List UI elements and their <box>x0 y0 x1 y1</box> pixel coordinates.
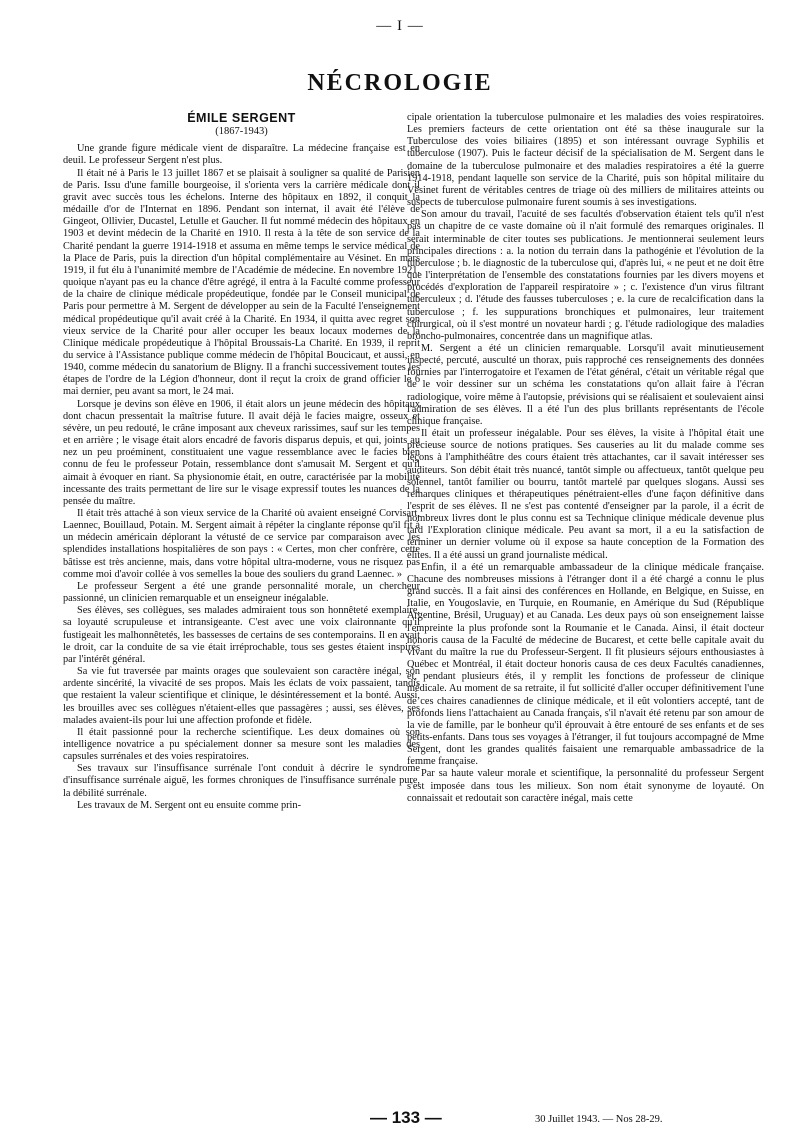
issue-date: 30 Juillet 1943. — Nos 28-29. <box>535 1114 663 1125</box>
paragraph: Une grande figure médicale vient de disparaître. La médecine française est en deuil. Le professeur Sergent n'est plus. <box>63 143 420 167</box>
page-footer <box>0 1108 800 1132</box>
paragraph: Le professeur Sergent a été une grande personnalité morale, un chercheur passionné, un clinicien remarquable et un enseigneur inégalable. <box>63 580 420 605</box>
right-column <box>407 112 764 1100</box>
paragraph: Par sa haute valeur morale et scientifique, la personnalité du professeur Sergent s'est imposée dans tous les milieux. Son nom était synonyme de loyauté. On connaissait et redoutait son caractère inégal, mais cette <box>407 768 764 804</box>
article-title: ÉMILE SERGENT <box>187 111 296 125</box>
article-dates: (1867-1943) <box>215 126 268 138</box>
page-number: — I — <box>376 18 424 34</box>
paragraph: Ses travaux sur l'insuffisance surrénale l'ont conduit à décrire le syndrome d'insuffisance surrénale aiguë, les formes chroniques de l'insuffisance surrénale pure, la débilité surrénale. <box>63 763 420 799</box>
section-title: NÉCROLOGIE <box>307 70 493 96</box>
paragraph: Il était né à Paris le 13 juillet 1867 et se plaisait à souligner sa qualité de Parisien de Paris. Issu d'une famille bourgeoise, il s'orienta vers la carrière médicale dont il gravit avec succès tous les échelons. Interne des hôpitaux en 1892, il conquit la médaille d'or de l'Internat en 1896. Pendant son internat, il avait été l'élève de Gingeot, Ollivier, Ducastel, Letulle et Gaucher. Il fut nommé médecin des hôpitaux en 1903 et devint médecin de la Charité en 1910. Il resta à la tête de son service de la Charité pendant la guerre 1914-1918 et assuma en même temps le service médical de la Place de Paris, puis la direction d'un hôpital complémentaire au Vésinet. En mars 1919, il fut élu à l'unanimité membre de l'Académie de médecine. En novembre 1921, quoique n'ayant pas eu la chance d'être agrégé, il entra à la Faculté comme professeur de la chaire de clinique médicale propédeutique, fondée par le Conseil municipal de Paris pour permettre à M. Sergent de développer au sein de la Faculté l'enseignement médical propédeutique qu'il avait créé à la Charité. En 1934, il quitta avec regret son vieux service de la Charité pour aller occuper les beaux locaux modernes de la Clinique médicale propédeutique à l'hôpital Broussais-La Charité. En 1939, il reprit du service à l'Assistance publique comme médecin de l'hôpital Boucicaut, et aussi, en 1940, comme médecin du sanatorium de Bligny. Il a franchi successivement toutes les étapes de l'ordre de la Légion d'honneur, dont il reçut la croix de grand officier le 6 mai dernier, peu avant sa mort, le 24 mai. <box>63 167 420 398</box>
paragraph: Lorsque je devins son élève en 1906, il était alors un jeune médecin des hôpitaux dont chacun pressentait la maîtrise future. Il avait déjà le facies maigre, osseux et sévère, un peu redouté, le crâne imposant aux cheveux rarissimes, sauf sur les tempes et en arrière ; le visage était alors encadré de favoris disparus depuis, et qui, joints au nez un peu proéminent, constituaient une vague ressemblance avec le facies bien connu de feu le professeur Potain, ressemblance dont s'amusait M. Sergent et qu'il aimait à évoquer en riant. Sa physionomie était, en outre, caractérisée par la mobilité incessante des traits permettant de lire sur le visage expressif toutes les nuances de la pensée du maître. <box>63 398 420 507</box>
paragraph: Il était un professeur inégalable. Pour ses élèves, la visite à l'hôpital était une précieuse source de notions pratiques. Ses causeries au lit du malade comme ses leçons à l'amphithéâtre des cours étaient très attachantes, car il savait intéresser ses auditeurs. Son débit était très nuancé, tantôt simple ou affectueux, tantôt quelque peu solennel, tantôt familier ou bourru, tantôt martelé par quelques slogans. Aussi ses remarques cliniques et thérapeutiques pénétraient-elles d'une façon définitive dans l'esprit de ses élèves. Il ne s'est pas contenté d'enseigner par la parole, il a écrit de nombreux livres dont le plus connu est sa Technique clinique médicale devenue plus tard l'Exploration clinique médicale. Peu avant sa mort, il a eu la satisfaction de terminer un dernier volume où il expose sa haute conception de la Formation des élites. Il a été aussi un grand journaliste médical. <box>407 428 764 561</box>
paragraph: Les travaux de M. Sergent ont eu ensuite comme prin- <box>77 799 301 811</box>
paragraph: Il était très attaché à son vieux service de la Charité où avaient enseigné Corvisart, Laennec, Bouillaud, Potain. M. Sergent aimait à répéter la cinglante réponse qu'il fit à un médecin américain déplorant la vétusté de ce service par comparaison avec les splendides installations hospitalières de son pays : « Certes, mon cher confrère, cette bâtisse est très ancienne, mais, dans votre hôpital ultra-moderne, vous ne risquez pas comme moi d'avoir collée à vos semelles la boue des souliers du grand Laennec. » <box>63 508 420 580</box>
paragraph: Enfin, il a été un remarquable ambassadeur de la clinique médicale française. Chacune des nombreuses missions à l'étranger dont il a été chargé a connu le plus grand succès. Il a fait ainsi des conférences en Hollande, en Belgique, en Suisse, en Italie, en Yougoslavie, en Turquie, en Roumanie, en Amérique du Sud (République Argentine, Brésil, Uruguay) et au Canada. Les deux pays où son enseignement laisse l'empreinte la plus profonde sont la Roumanie et le Canada. Ainsi, il était docteur honoris causa de la Faculté de médecine de Bucarest, et cette belle capitale avait du vivant du maître la rue du Professeur-Sergent. Il fit plusieurs séjours enthousiastes à Québec et Montréal, il était docteur honoris causa de ces deux Facultés canadiennes, et, pendant plusieurs étés, il y remplit les fonctions de professeur de clinique médicale. Au moment de sa retraite, il fut sollicité d'aller occuper définitivement l'une de ces chaires canadiennes de clinique médicale, et il eût volontiers accepté, tant de profonds liens l'attachaient au Canada français, s'il n'avait été retenu par son amour de la vie de famille, par le bonheur qu'il éprouvait à être entouré de ses enfants et de ses petits-enfants. Dans tous ses voyages à l'étranger, il fut toujours accompagné de Mme Sergent, dont les grandes qualités faisaient une remarquable ambassadrice de la femme française. <box>407 561 764 768</box>
paragraph: Il était passionné pour la recherche scientifique. Les deux domaines où son intelligence novatrice a pu spécialement donner sa mesure sont les maladies des capsules surrénales et des voies respiratoires. <box>63 726 420 763</box>
paragraph: Son amour du travail, l'acuité de ses facultés d'observation étaient tels qu'il n'est pas un chapitre de ce vaste domaine où il n'ait formulé des remarques originales. Il serait interminable de citer toutes ses publications. Je mentionnerai seulement leurs principales directions : a. la notion du terrain dans la pathogénie et l'évolution de la tuberculose ; b. le diagnostic de la tuberculose qui, d'après lui, « ne peut et ne doit être que l'interprétation de l'ensemble des constatations fournies par les divers moyens et procédés d'exploration de l'appareil respiratoire » ; c. l'existence d'un virus filtrant tuberculeux ; d. l'étude des fausses tuberculoses ; e. la cure de recalcification dans la tuberculose ; f. les suppurations bronchiques et pulmonaires, leur traitement chirurgical, où il s'est montré un novateur hardi ; g. l'étude radiologique des maladies broncho-pulmonaires, concentrée dans un magnifique atlas. <box>407 209 764 342</box>
folio-number: — 133 — <box>370 1108 442 1127</box>
paragraph-continued: cipale orientation la tuberculose pulmonaire et les maladies des voies respiratoires. Les premiers facteurs de cette orientation ont été sa thèse inaugurale sur la Tuberculose des voies biliaires (1895) et son intéressant ouvrage Syphilis et tuberculose (1907). Puis le facteur décisif de la spécialisation de M. Sergent dans le domaine de la tuberculose pulmonaire et des maladies respiratoires a été la guerre 1914-1918, pendant laquelle son service de la Charité, puis son hôpital militaire du Vésinet furent de véritables centres de triage où des milliers de militaires atteints ou suspects de tuberculose pulmonaire furent soumis à ses investigations. <box>407 112 764 209</box>
left-column <box>63 108 420 1096</box>
paragraph: Ses élèves, ses collègues, ses malades admiraient tous son honnêteté exemplaire, sa loyauté scrupuleuse et intransigeante. C'est avec une voix claironnante qu'il fustigeait les malhonnêtetés, les bassesses de certains de ses contemporains. Il en avait le droit, car la conduite de sa vie était irréprochable, tous ses gestes étaient inspirés par l'intérêt général. <box>63 605 420 665</box>
paragraph: M. Sergent a été un clinicien remarquable. Lorsqu'il avait minutieusement inspecté, percuté, ausculté un thorax, puis rapproché ces renseignements des données fournies par l'interrogatoire et l'examen de l'état général, c'était un véritable régal que de le voir dessiner sur un schéma les constatations qu'on allait faire à l'écran radiologique, voire même à l'autopsie, prévisions qui se réalisaient et soulevaient ainsi l'admiration de ses élèves. Il a été l'un des plus brillants représentants de l'école clinique française. <box>407 342 764 427</box>
paragraph: Sa vie fut traversée par maints orages que soulevaient son caractère inégal, son ardente sincérité, la vivacité de ses propos. Mais les éclats de voix passaient, tandis que restaient la valeur scientifique et clinique, le désintéressement et la bonté. Aussi, les brouilles avec ses collègues n'étaient-elles que passagères ; aussi, ses élèves, ses malades avaient-ils pour lui une affection profonde et fidèle. <box>63 666 420 726</box>
